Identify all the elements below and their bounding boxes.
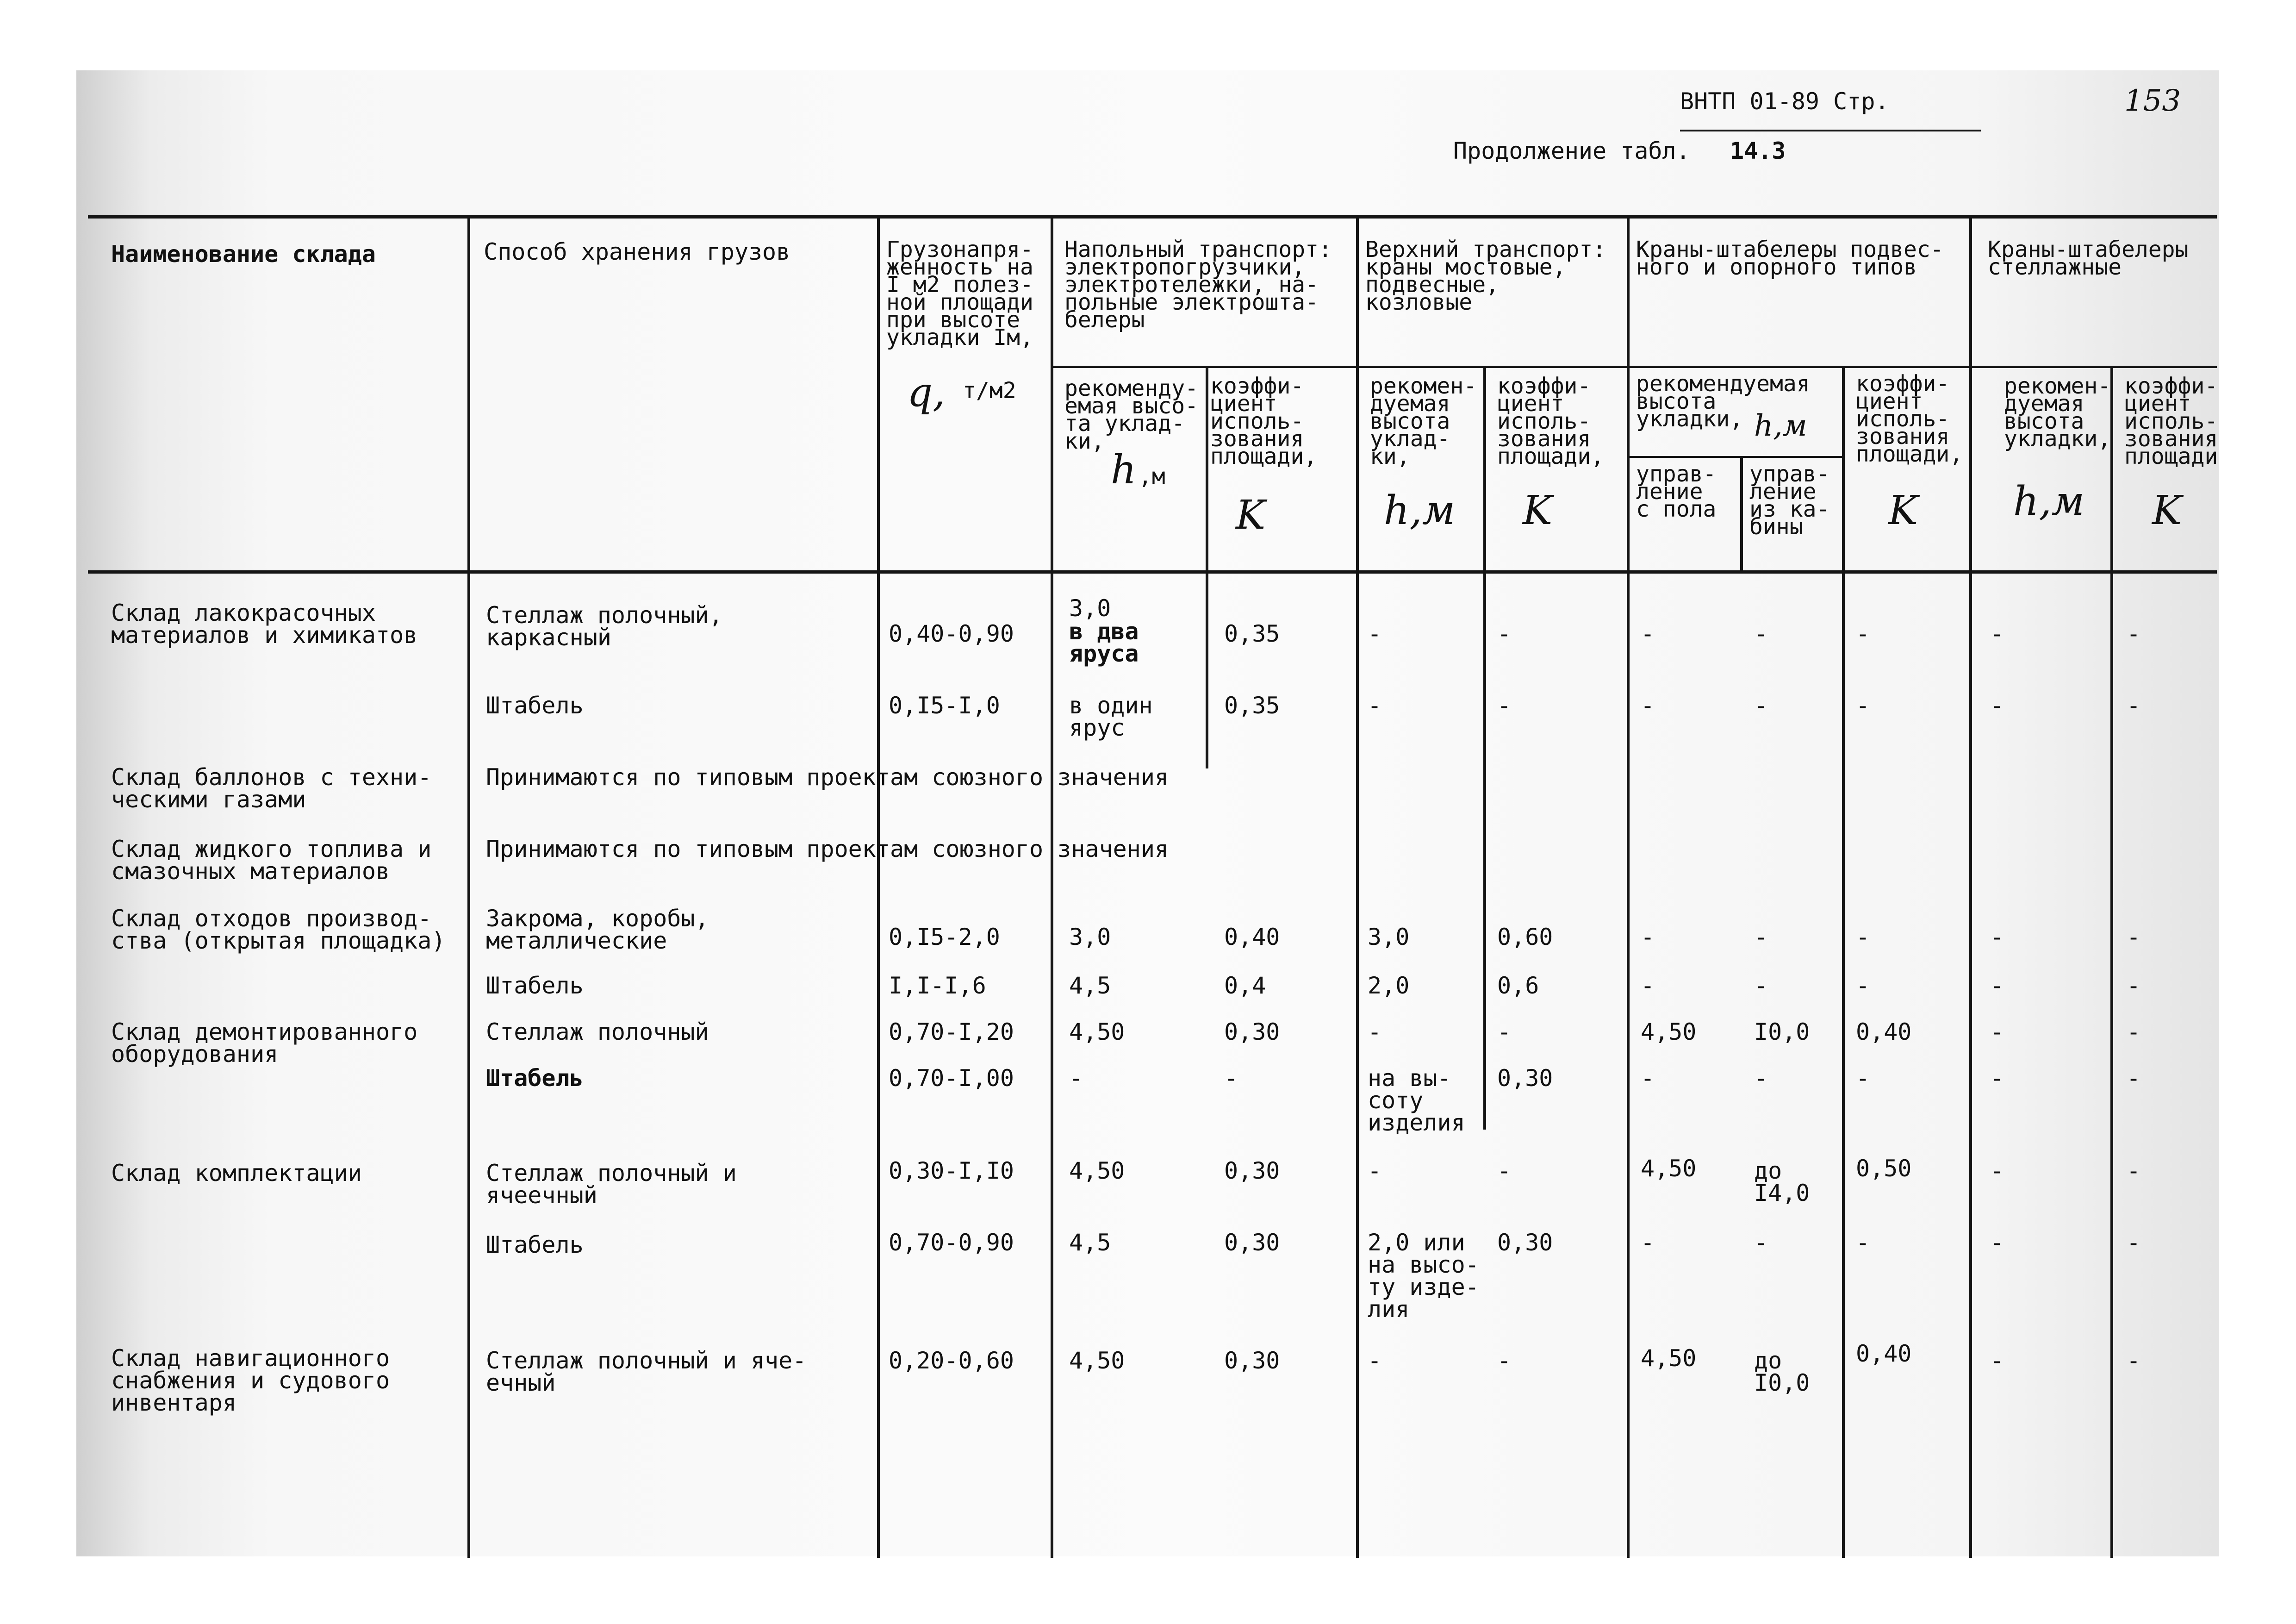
- page-number: 153: [2124, 84, 2181, 118]
- row-height-stacker-floor: -: [1641, 924, 1655, 950]
- row-height-stacker-cabin: -: [1754, 620, 1768, 647]
- subheader-height-symbol: h,м: [1384, 487, 1456, 534]
- row-warehouse-name: Склад навигационного снабжения и судового инвентаря: [111, 1345, 390, 1416]
- row-coef-floor: 0,4: [1224, 972, 1266, 999]
- row-coef-overhead: -: [1497, 692, 1512, 719]
- row-coef-floor: 0,30: [1224, 1018, 1280, 1045]
- row-coef-overhead: 0,30: [1497, 1229, 1553, 1256]
- row-height-stacker-floor: 4,50: [1641, 1345, 1697, 1372]
- row-height-stacker-cabin: -: [1754, 924, 1768, 950]
- row-coef-floor: -: [1224, 1065, 1238, 1092]
- row-coef-overhead: -: [1497, 1018, 1512, 1045]
- row-note: Принимаются по типовым проектам союзного значения: [486, 764, 1169, 791]
- subheader-coef-overhead: коэффи- циент исполь- зования площади,: [1497, 373, 1605, 469]
- row-coef-rack: -: [2127, 1157, 2141, 1184]
- row-coef-overhead: -: [1497, 1347, 1512, 1374]
- row-cargo-intensity: 0,70-I,20: [889, 1018, 1014, 1045]
- row-height-stacker-cabin: -: [1754, 1229, 1768, 1256]
- row-coef-rack: -: [2127, 1347, 2141, 1374]
- row-coef-stacker: -: [1856, 1065, 1870, 1092]
- row-height-floor-note: в два яруса: [1069, 618, 1139, 667]
- row-cargo-intensity: 0,70-I,00: [889, 1065, 1014, 1092]
- row-height-overhead: 2,0 или на высо- ту изде- лия: [1368, 1229, 1479, 1323]
- row-storage-method: Штабель: [486, 692, 584, 719]
- row-coef-overhead: 0,30: [1497, 1065, 1553, 1092]
- row-height-rack: -: [1990, 924, 2004, 950]
- row-warehouse-name: Склад демонтированного оборудования: [111, 1018, 418, 1068]
- header-floor-transport: Напольный транспорт: электропогрузчики, электротележки, на- польные электрошта- белеры: [1064, 237, 1332, 333]
- row-coef-floor: 0,35: [1224, 620, 1280, 647]
- row-height-stacker-cabin: I0,0: [1754, 1018, 1810, 1045]
- row-coef-overhead: 0,6: [1497, 972, 1539, 999]
- row-height-overhead: -: [1368, 692, 1382, 719]
- row-cargo-intensity: I,I-I,6: [889, 972, 986, 999]
- row-coef-floor: 0,40: [1224, 924, 1280, 950]
- row-coef-overhead: -: [1497, 1157, 1512, 1184]
- subheader-height-overhead: рекомен- дуемая высота уклад- ки,: [1370, 373, 1477, 469]
- col-divider: [1051, 215, 1053, 1558]
- row-height-stacker-cabin: -: [1754, 972, 1768, 999]
- row-cargo-intensity: 0,I5-2,0: [889, 924, 1000, 950]
- col-divider: [1206, 366, 1208, 768]
- row-height-overhead: -: [1368, 1157, 1382, 1184]
- subheader-rule: [1053, 366, 2217, 368]
- col-divider: [877, 215, 880, 1558]
- row-cargo-intensity: 0,I5-I,0: [889, 692, 1000, 719]
- row-height-stacker-floor: -: [1641, 972, 1655, 999]
- row-height-floor: 3,0: [1069, 595, 1111, 622]
- row-height-rack: -: [1990, 972, 2004, 999]
- row-coef-stacker: -: [1856, 924, 1870, 950]
- row-height-floor: -: [1069, 1065, 1083, 1092]
- row-height-stacker-floor: -: [1641, 692, 1655, 719]
- subheader-coef-stacker: коэффи- циент исполь- зования площади,: [1856, 371, 1963, 467]
- header-storage-method: Способ хранения грузов: [484, 238, 790, 265]
- row-coef-rack: -: [2127, 972, 2141, 999]
- row-warehouse-name: Склад лакокрасочных материалов и химикатов: [111, 600, 418, 649]
- row-coef-stacker: 0,40: [1856, 1018, 1912, 1045]
- row-coef-stacker: -: [1856, 692, 1870, 719]
- row-height-overhead: 3,0: [1368, 924, 1410, 950]
- subheader-height-symbol: h: [1111, 447, 1137, 493]
- table-continuation: Продолжение табл.: [1453, 137, 1690, 164]
- row-height-stacker-cabin: до I4,0: [1754, 1157, 1810, 1206]
- row-coef-floor: 0,30: [1224, 1157, 1280, 1184]
- header-overhead-transport: Верхний транспорт: краны мостовые, подвесные, козловые: [1365, 237, 1606, 315]
- row-storage-method: Стеллаж полочный, каркасный: [486, 602, 723, 651]
- row-height-overhead: -: [1368, 620, 1382, 647]
- row-height-overhead: на вы- соту изделия: [1368, 1065, 1465, 1136]
- header-warehouse-name: Наименование склада: [111, 241, 376, 268]
- row-height-rack: -: [1990, 1018, 2004, 1045]
- subheader-height-unit: ,м: [1139, 463, 1165, 489]
- subheader-height-symbol: h,м: [1754, 409, 1807, 443]
- row-height-floor: 4,50: [1069, 1347, 1125, 1374]
- subheader-coef-rack: коэффи- циент исполь- зования площади: [2124, 373, 2218, 469]
- row-cargo-intensity: 0,70-0,90: [889, 1229, 1014, 1256]
- row-storage-method: Штабель: [486, 1065, 584, 1092]
- row-storage-method: Штабель: [486, 1231, 584, 1258]
- header-underline: [1680, 130, 1981, 131]
- row-height-rack: -: [1990, 620, 2004, 647]
- row-storage-method: Штабель: [486, 972, 584, 999]
- table-number: 14.3: [1730, 137, 1786, 164]
- row-height-floor: в один ярус: [1069, 692, 1153, 741]
- row-height-rack: -: [1990, 692, 2004, 719]
- row-coef-rack: -: [2127, 924, 2141, 950]
- subheader-height-symbol: h,м: [2013, 478, 2085, 525]
- col-divider: [467, 215, 470, 1558]
- doc-reference: ВНТП 01-89 Стр.: [1680, 88, 1889, 115]
- header-q-symbol: q,: [907, 369, 946, 416]
- row-height-overhead: -: [1368, 1347, 1382, 1374]
- row-height-rack: -: [1990, 1157, 2004, 1184]
- row-height-floor: 4,5: [1069, 972, 1111, 999]
- table-top-rule: [88, 215, 2217, 219]
- row-coef-stacker: -: [1856, 1229, 1870, 1256]
- row-warehouse-name: Склад комплектации: [111, 1160, 362, 1187]
- header-cargo-intensity: Грузонапря- женность на I м2 полез- ной площади при высоте укладки Iм,: [886, 237, 1033, 350]
- row-coef-stacker: -: [1856, 972, 1870, 999]
- col-divider: [2110, 366, 2113, 1558]
- row-height-stacker-cabin: до I0,0: [1754, 1347, 1810, 1396]
- row-warehouse-name: Склад баллонов с техни- ческими газами: [111, 764, 432, 813]
- row-storage-method: Закрома, коробы, металлические: [486, 905, 709, 954]
- row-height-floor: 4,50: [1069, 1157, 1125, 1184]
- subheader-control-floor: управ- ление с пола: [1636, 461, 1717, 522]
- row-height-overhead: 2,0: [1368, 972, 1410, 999]
- col-divider: [1740, 456, 1743, 570]
- row-coef-rack: -: [2127, 692, 2141, 719]
- row-height-rack: -: [1990, 1347, 2004, 1374]
- row-coef-stacker: -: [1856, 620, 1870, 647]
- subheader-control-cabin: управ- ление из ка- бины: [1749, 461, 1830, 540]
- row-height-stacker-floor: 4,50: [1641, 1018, 1697, 1045]
- row-height-rack: -: [1990, 1229, 2004, 1256]
- col-divider: [1356, 215, 1359, 1558]
- row-coef-stacker: 0,50: [1856, 1155, 1912, 1182]
- row-storage-method: Стеллаж полочный: [486, 1018, 709, 1045]
- subheader-height-stacker: рекомендуемая высота укладки,: [1636, 371, 1810, 432]
- subheader-coef-symbol: K: [1236, 492, 1266, 538]
- row-coef-overhead: -: [1497, 620, 1512, 647]
- subheader-coef-symbol: K: [1888, 487, 1918, 534]
- header-rack-cranes: Краны-штабелеры стеллажные: [1988, 237, 2189, 280]
- row-height-stacker-cabin: -: [1754, 1065, 1768, 1092]
- subheader-coef-symbol: K: [2152, 487, 2182, 534]
- row-coef-rack: -: [2127, 1018, 2141, 1045]
- subheader-height-floor: рекоменду- емая высо- та уклад- ки,: [1064, 375, 1198, 454]
- row-height-stacker-floor: -: [1641, 1065, 1655, 1092]
- row-coef-floor: 0,30: [1224, 1229, 1280, 1256]
- row-storage-method: Стеллаж полочный и яче- ечный: [486, 1347, 807, 1396]
- header-stacker-cranes: Краны-штабелеры подвес- ного и опорного типов: [1636, 237, 1944, 280]
- row-coef-rack: -: [2127, 1065, 2141, 1092]
- row-cargo-intensity: 0,20-0,60: [889, 1347, 1014, 1374]
- row-height-stacker-floor: 4,50: [1641, 1155, 1697, 1182]
- subheader-coef-floor: коэффи- циент исполь- зования площади,: [1210, 373, 1318, 469]
- row-coef-floor: 0,35: [1224, 692, 1280, 719]
- row-cargo-intensity: 0,30-I,I0: [889, 1157, 1014, 1184]
- row-height-floor: 3,0: [1069, 924, 1111, 950]
- row-storage-method: Стеллаж полочный и ячеечный: [486, 1160, 737, 1209]
- row-height-stacker-floor: -: [1641, 620, 1655, 647]
- row-cargo-intensity: 0,40-0,90: [889, 620, 1014, 647]
- col-divider: [1969, 215, 1972, 1558]
- row-warehouse-name: Склад жидкого топлива и смазочных материалов: [111, 836, 432, 885]
- col-divider: [1842, 366, 1845, 1558]
- row-coef-floor: 0,30: [1224, 1347, 1280, 1374]
- row-note: Принимаются по типовым проектам союзного значения: [486, 836, 1169, 862]
- subheader-height-rack: рекомен- дуемая высота укладки,: [2004, 373, 2111, 452]
- row-coef-overhead: 0,60: [1497, 924, 1553, 950]
- header-bottom-rule: [88, 570, 2217, 574]
- row-coef-rack: -: [2127, 1229, 2141, 1256]
- col-divider: [1483, 366, 1486, 1130]
- row-height-overhead: -: [1368, 1018, 1382, 1045]
- row-height-stacker-floor: -: [1641, 1229, 1655, 1256]
- header-q-unit: т/м2: [963, 378, 1016, 404]
- row-height-floor: 4,5: [1069, 1229, 1111, 1256]
- row-height-stacker-cabin: -: [1754, 692, 1768, 719]
- row-height-floor: 4,50: [1069, 1018, 1125, 1045]
- row-coef-stacker: 0,40: [1856, 1340, 1912, 1367]
- subheader-rule-cranes: [1629, 456, 1842, 458]
- subheader-coef-symbol: K: [1523, 487, 1553, 534]
- col-divider: [1627, 215, 1630, 1558]
- row-coef-rack: -: [2127, 620, 2141, 647]
- row-warehouse-name: Склад отходов производ- ства (открытая площадка): [111, 905, 446, 954]
- row-height-rack: -: [1990, 1065, 2004, 1092]
